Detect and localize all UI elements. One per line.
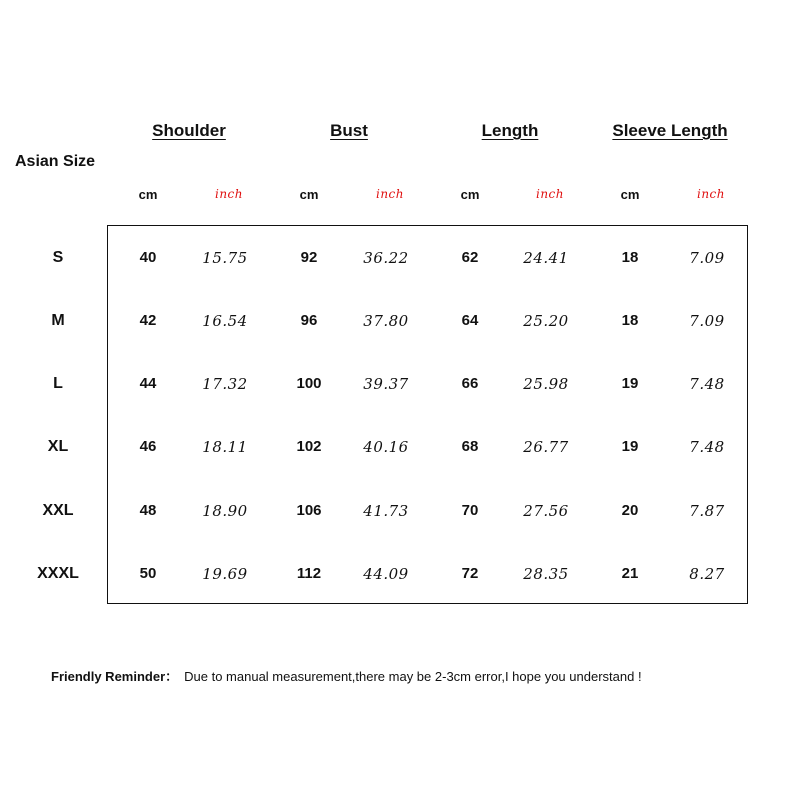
cell-sleeve-inch: 7.48 <box>689 375 725 393</box>
header-length: Length <box>481 121 539 140</box>
cell-shoulder-inch: 15.75 <box>202 249 248 267</box>
cell-bust-inch: 39.37 <box>363 375 409 393</box>
reminder-text: Due to manual measurement,there may be 2-3cm error,I hope you understand ! <box>184 669 642 684</box>
cell-bust-cm: 92 <box>300 249 318 266</box>
size-label: XL <box>47 438 69 455</box>
cell-length-cm: 66 <box>461 375 479 392</box>
cell-sleeve-cm: 19 <box>621 438 639 455</box>
cell-shoulder-inch: 18.90 <box>202 502 248 520</box>
cell-length-cm: 70 <box>461 502 479 519</box>
cell-length-cm: 72 <box>461 565 479 582</box>
cell-sleeve-inch: 8.27 <box>689 565 725 583</box>
cell-bust-inch: 41.73 <box>363 502 409 520</box>
unit-inch-sleeve: inch <box>696 187 726 201</box>
cell-shoulder-cm: 42 <box>139 312 157 329</box>
cell-length-inch: 27.56 <box>523 502 569 520</box>
cell-length-cm: 64 <box>461 312 479 329</box>
size-label: XXL <box>42 502 74 519</box>
size-label: S <box>52 249 64 266</box>
cell-length-cm: 68 <box>461 438 479 455</box>
cell-bust-cm: 96 <box>300 312 318 329</box>
cell-sleeve-inch: 7.09 <box>689 249 725 267</box>
header-bust: Bust <box>330 121 368 140</box>
cell-bust-inch: 40.16 <box>363 438 409 456</box>
unit-cm-shoulder: cm <box>138 187 158 202</box>
cell-shoulder-cm: 50 <box>139 565 157 582</box>
cell-sleeve-cm: 19 <box>621 375 639 392</box>
header-shoulder: Shoulder <box>152 121 226 140</box>
unit-inch-bust: inch <box>375 187 405 201</box>
cell-sleeve-inch: 7.87 <box>689 502 725 520</box>
cell-shoulder-cm: 46 <box>139 438 157 455</box>
cell-bust-cm: 102 <box>296 438 322 455</box>
cell-sleeve-inch: 7.48 <box>689 438 725 456</box>
cell-shoulder-cm: 44 <box>139 375 157 392</box>
reminder-label: Friendly Reminder： <box>51 669 179 684</box>
size-label: L <box>53 375 63 392</box>
unit-cm-sleeve: cm <box>620 187 640 202</box>
cell-shoulder-inch: 17.32 <box>202 375 248 393</box>
cell-length-cm: 62 <box>461 249 479 266</box>
cell-length-inch: 25.20 <box>523 312 569 330</box>
cell-bust-inch: 44.09 <box>363 565 409 583</box>
cell-length-inch: 25.98 <box>523 375 569 393</box>
cell-sleeve-cm: 18 <box>621 312 639 329</box>
size-table-border <box>107 225 748 604</box>
cell-length-inch: 28.35 <box>523 565 569 583</box>
cell-sleeve-cm: 20 <box>621 502 639 519</box>
cell-bust-inch: 37.80 <box>363 312 409 330</box>
cell-sleeve-cm: 18 <box>621 249 639 266</box>
cell-shoulder-cm: 48 <box>139 502 157 519</box>
size-label: M <box>51 312 65 329</box>
cell-length-inch: 26.77 <box>523 438 569 456</box>
cell-shoulder-cm: 40 <box>139 249 157 266</box>
cell-bust-cm: 112 <box>296 565 322 582</box>
cell-bust-inch: 36.22 <box>363 249 409 267</box>
cell-bust-cm: 100 <box>296 375 322 392</box>
cell-shoulder-inch: 16.54 <box>202 312 248 330</box>
cell-bust-cm: 106 <box>296 502 322 519</box>
header-sleeve-length: Sleeve Length <box>612 121 728 140</box>
cell-sleeve-inch: 7.09 <box>689 312 725 330</box>
size-label: XXXL <box>37 565 79 582</box>
cell-shoulder-inch: 19.69 <box>202 565 248 583</box>
cell-sleeve-cm: 21 <box>621 565 639 582</box>
unit-inch-length: inch <box>535 187 565 201</box>
friendly-reminder <box>51 666 642 685</box>
cell-shoulder-inch: 18.11 <box>202 438 248 456</box>
unit-cm-length: cm <box>460 187 480 202</box>
unit-cm-bust: cm <box>299 187 319 202</box>
asian-size-label: Asian Size <box>15 153 96 170</box>
unit-inch-shoulder: inch <box>214 187 244 201</box>
cell-length-inch: 24.41 <box>523 249 569 267</box>
